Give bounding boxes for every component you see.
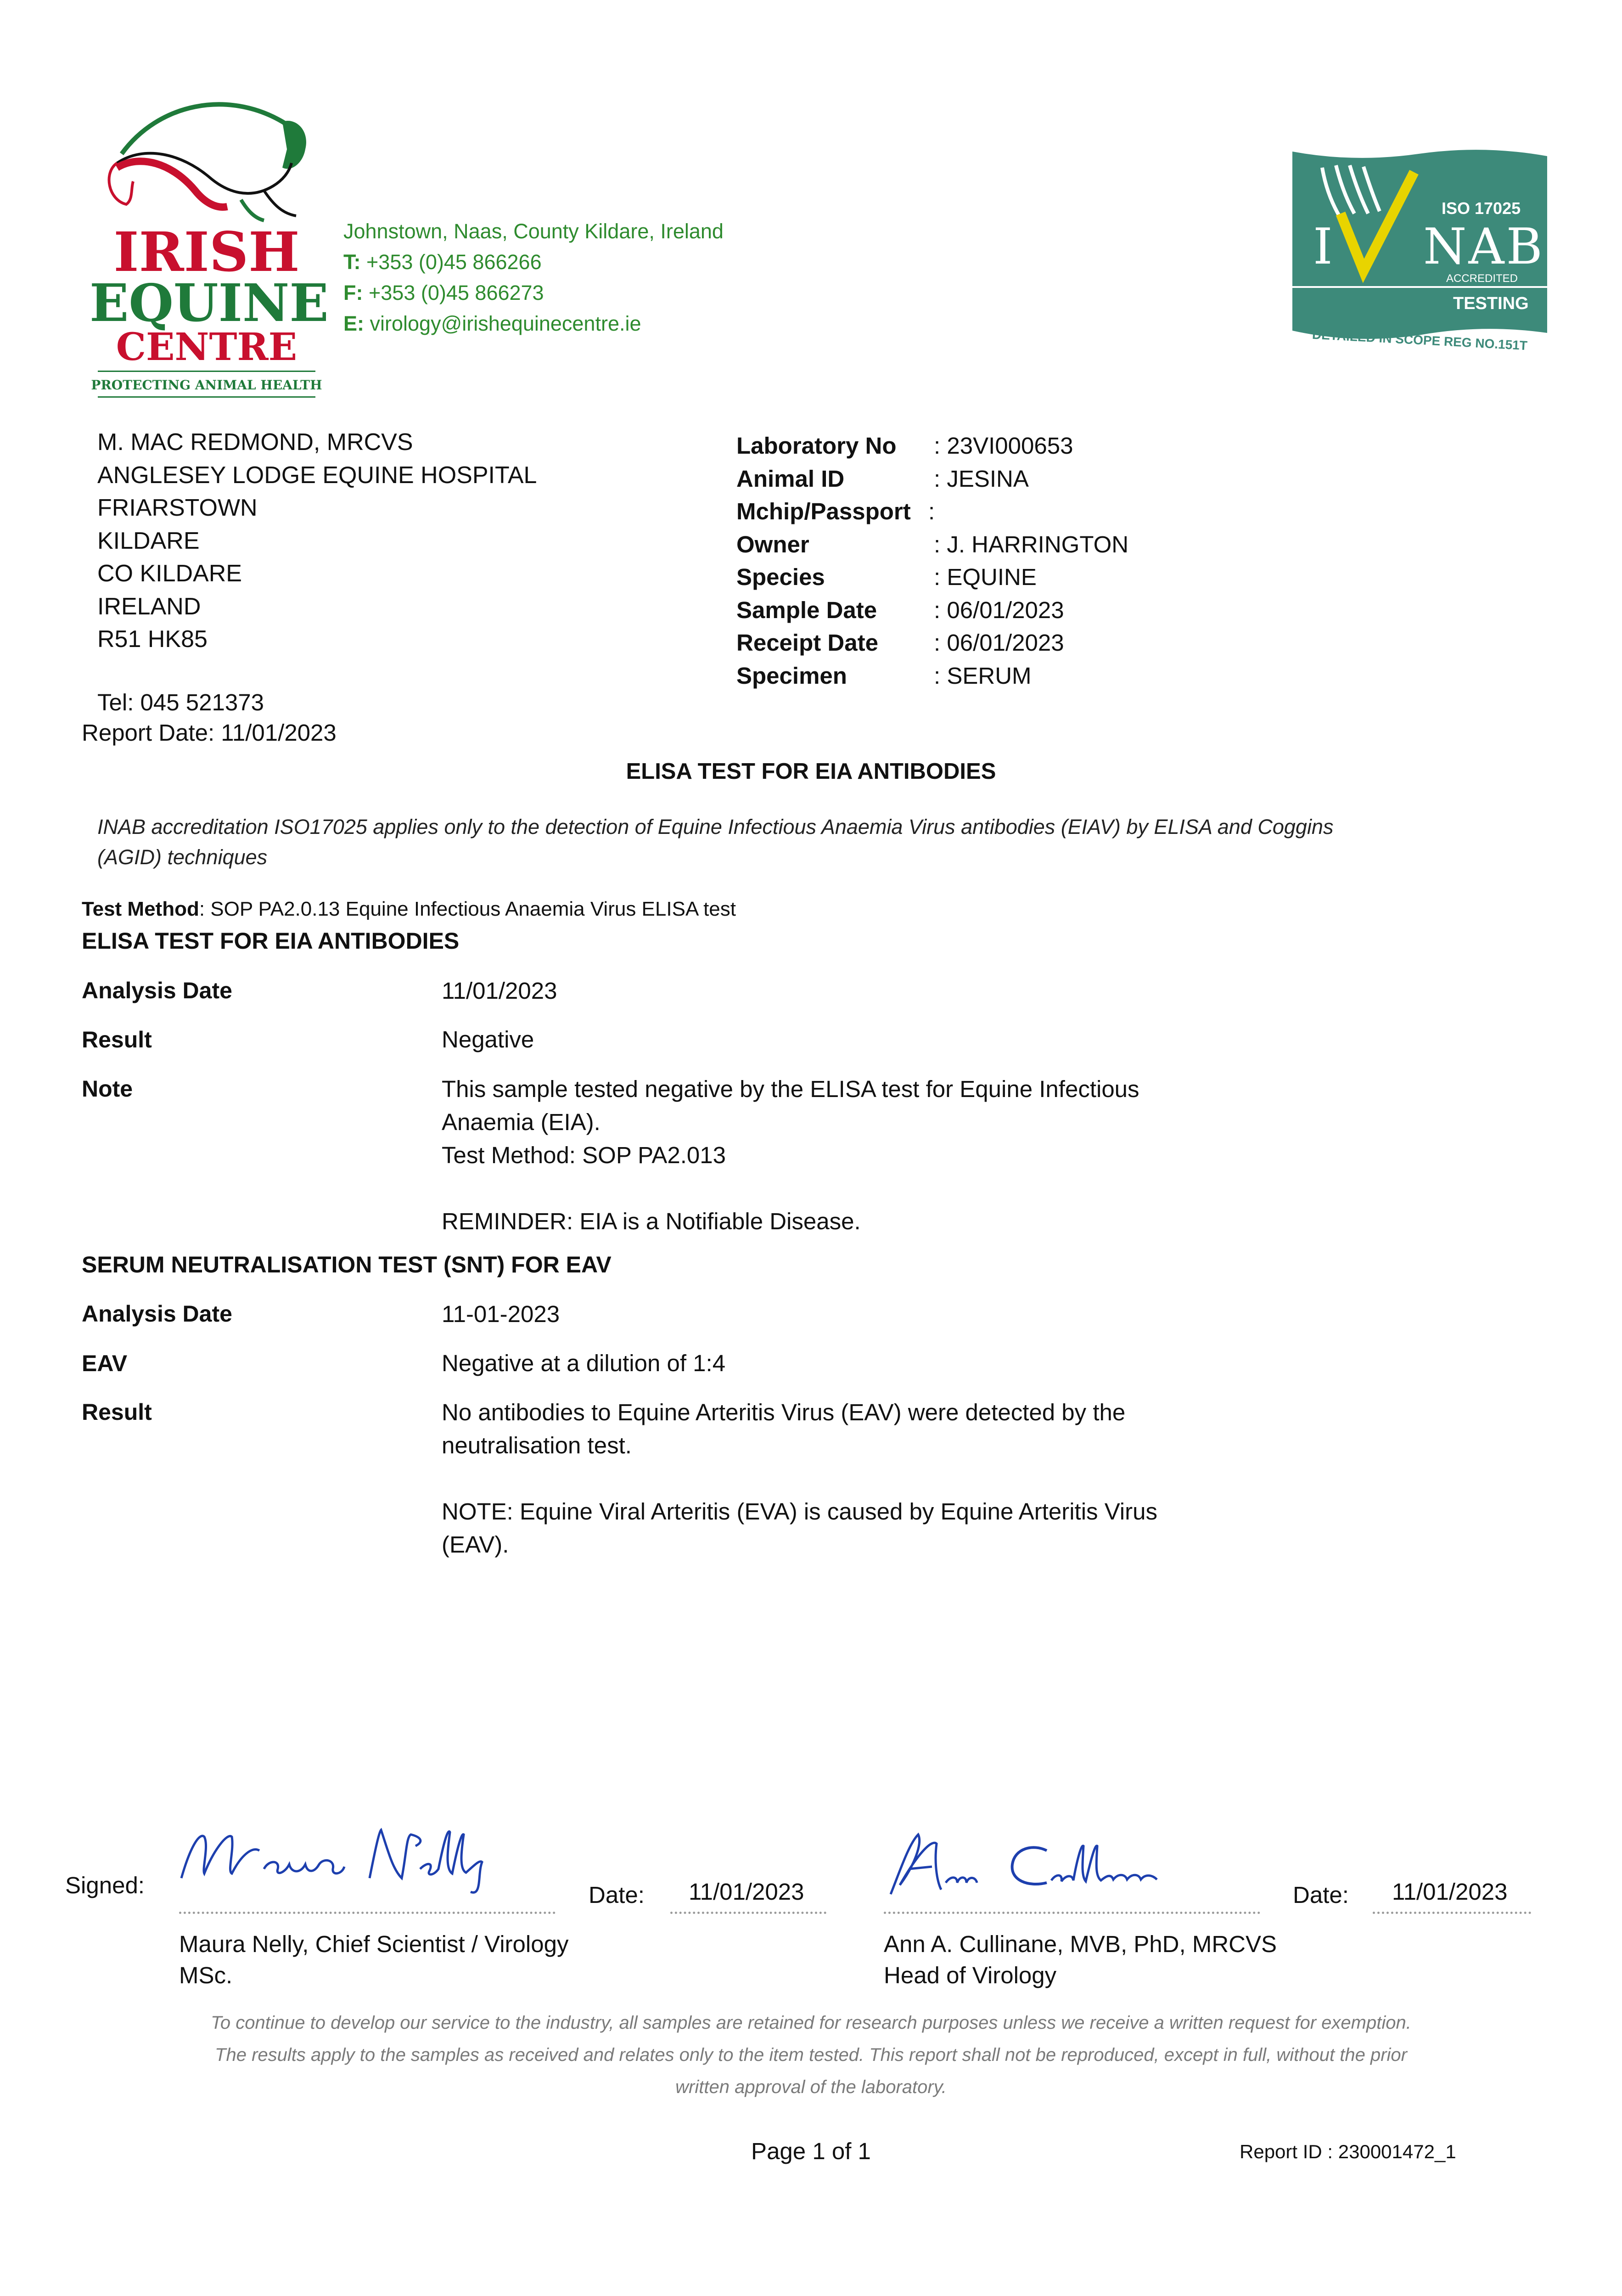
inab-accreditation-badge [1290, 149, 1549, 351]
snt-result-line: No antibodies to Equine Arteritis Virus (EAV) were detected by the [442, 1399, 1126, 1425]
date-value-right: 11/01/2023 [1392, 1879, 1508, 1905]
elisa-note-line: Anaemia (EIA). [442, 1109, 601, 1135]
elisa-note-line: Test Method: SOP PA2.013 [442, 1142, 726, 1168]
sample-details [736, 429, 1128, 692]
contact-address: Johnstown, Naas, County Kildare, Ireland [343, 219, 724, 243]
horse-logo-icon [90, 94, 324, 232]
logo-word-irish: IRISH [113, 220, 300, 284]
signatory-left [179, 1929, 568, 1991]
handwritten-signature-icon [177, 1818, 507, 1896]
disclaimer-line: To continue to develop our service to the industry, all samples are retained for research purposes unless we receive a written request for exemption. [211, 2013, 1411, 2033]
inab-wordmark-i: I [1313, 218, 1333, 276]
contact-fax: F: +353 (0)45 866273 [343, 281, 544, 304]
elisa-result: Negative [442, 1026, 534, 1052]
address-line: R51 HK85 [97, 626, 208, 653]
elisa-analysis-date: 11/01/2023 [442, 978, 557, 1004]
signatory-right-line: Head of Virology [884, 1962, 1057, 1988]
test-method: Test Method: SOP PA2.0.13 Equine Infectious Anaemia Virus ELISA test [82, 898, 736, 920]
logo-tagline: PROTECTING ANIMAL HEALTH [91, 377, 322, 393]
snt-eav-label: EAV [82, 1351, 128, 1376]
signatory-right-line: Ann A. Cullinane, MVB, PhD, MRCVS [884, 1931, 1277, 1957]
irish-equine-centre-logo [90, 94, 329, 406]
date-line-left [670, 1912, 826, 1914]
detail-row: Receipt Date : 06/01/2023 [736, 630, 1064, 656]
date-label-right: Date: [1293, 1882, 1349, 1908]
disclaimer-line: written approval of the laboratory. [675, 2077, 947, 2097]
signature-line-left [179, 1912, 556, 1914]
inab-iso: ISO 17025 [1442, 199, 1521, 218]
detail-row: Specimen : SERUM [736, 662, 1032, 689]
elisa-note-label: Note [82, 1076, 133, 1102]
detail-row: Sample Date : 06/01/2023 [736, 597, 1064, 623]
disclaimer [138, 2007, 1484, 2103]
page-number: Page 1 of 1 [751, 2138, 871, 2164]
address-line: CO KILDARE [97, 560, 242, 587]
address-line: KILDARE [97, 527, 200, 554]
report-date: Report Date: 11/01/2023 [82, 720, 337, 746]
signatory-right [884, 1929, 1277, 1991]
elisa-note [442, 1073, 1222, 1238]
date-line-right [1373, 1912, 1531, 1914]
detail-row: Owner : J. HARRINGTON [736, 531, 1129, 557]
date-label-left: Date: [589, 1882, 645, 1908]
handwritten-signature-icon [881, 1825, 1203, 1903]
inab-testing: TESTING [1453, 294, 1529, 313]
snt-analysis-date-label: Analysis Date [82, 1301, 232, 1327]
signatory-left-line: MSc. [179, 1962, 233, 1988]
signatory-left-line: Maura Nelly, Chief Scientist / Virology [179, 1931, 569, 1957]
detail-row: Animal ID : JESINA [736, 465, 1029, 492]
address-line: ANGLESEY LODGE EQUINE HOSPITAL [97, 461, 537, 489]
elisa-reminder: REMINDER: EIA is a Notifiable Disease. [442, 1208, 861, 1234]
signature-ann-cullinane [881, 1825, 1203, 1903]
date-value-left: 11/01/2023 [689, 1879, 804, 1905]
inab-wordmark-nab: NAB [1423, 218, 1544, 276]
signed-label: Signed: [65, 1872, 145, 1898]
contact-phone: T: +353 (0)45 866266 [343, 250, 542, 274]
elisa-result-label: Result [82, 1027, 152, 1052]
logo-divider-bottom [98, 396, 315, 398]
recipient-address [97, 426, 537, 656]
signature-line-right [884, 1912, 1260, 1914]
inab-scope: DETAILED IN SCOPE REG NO.151T [1312, 327, 1528, 353]
snt-note-line: (EAV). [442, 1531, 509, 1558]
contact-email[interactable]: E: virology@irishequinecentre.ie [343, 312, 641, 335]
logo-word-centre: CENTRE [116, 325, 297, 369]
elisa-note-line: This sample tested negative by the ELISA test for Equine Infectious [442, 1076, 1139, 1102]
snt-heading: SERUM NEUTRALISATION TEST (SNT) FOR EAV [82, 1252, 612, 1277]
inab-accredited: ACCREDITED [1446, 272, 1518, 285]
contact-block [343, 216, 724, 339]
detail-row: Species : EQUINE [736, 564, 1037, 590]
address-line: IRELAND [97, 593, 201, 620]
detail-row: Mchip/Passport : [736, 498, 935, 524]
logo-divider [98, 371, 315, 372]
snt-result [442, 1396, 1222, 1561]
disclaimer-line: The results apply to the samples as received and relates only to the item tested. This report shall not be reproduced, except in full, without the prior [215, 2045, 1407, 2065]
report-title: ELISA TEST FOR EIA ANTIBODIES [626, 759, 996, 784]
snt-note-line: NOTE: Equine Viral Arteritis (EVA) is caused by Equine Arteritis Virus [442, 1498, 1157, 1525]
detail-row: Laboratory No : 23VI000653 [736, 433, 1073, 459]
snt-eav: Negative at a dilution of 1:4 [442, 1350, 726, 1376]
snt-result-label: Result [82, 1399, 152, 1425]
signature-maura-nelly [177, 1818, 507, 1896]
elisa-heading: ELISA TEST FOR EIA ANTIBODIES [82, 928, 460, 954]
snt-analysis-date: 11-01-2023 [442, 1301, 560, 1327]
address-line: FRIARSTOWN [97, 495, 258, 521]
elisa-analysis-date-label: Analysis Date [82, 978, 232, 1003]
address-line: M. MAC REDMOND, MRCVS [97, 429, 413, 456]
snt-result-line: neutralisation test. [442, 1432, 632, 1458]
logo-word-equine: EQUINE [90, 273, 329, 333]
recipient-tel: Tel: 045 521373 [97, 689, 264, 715]
inab-accreditation-note: INAB accreditation ISO17025 applies only to the detection of Equine Infectious Anaemia Virus antibodies (EIAV) by ELISA and Coggins (AGID) techniques [97, 815, 1334, 869]
report-id: Report ID : 230001472_1 [1240, 2141, 1456, 2162]
